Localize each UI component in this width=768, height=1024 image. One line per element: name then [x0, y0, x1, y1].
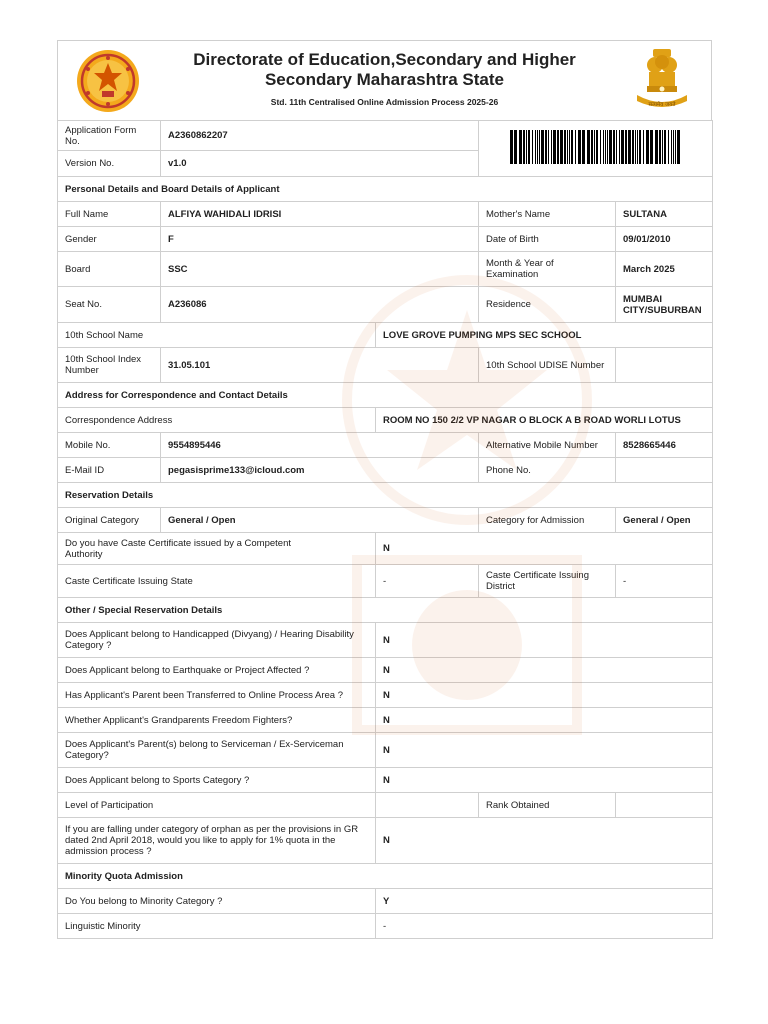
barcode [508, 130, 684, 164]
phone-value [616, 458, 713, 483]
personal-section-heading: Personal Details and Board Details of Applicant [58, 177, 713, 202]
transfer-answer: N [376, 683, 713, 708]
form-header [57, 40, 712, 120]
minority-answer: Y [376, 889, 713, 914]
national-emblem-logo [631, 45, 693, 115]
level-label: Level of Participation [58, 793, 376, 818]
reservation-section-heading: Reservation Details [58, 483, 713, 508]
service-row [58, 733, 713, 768]
address-row [58, 408, 713, 433]
mother-name-value: SULTANA [616, 202, 713, 227]
minority-section-heading: Minority Quota Admission [58, 864, 713, 889]
mobile-row [58, 433, 713, 458]
application-form-row [58, 121, 713, 151]
emblem-motto: सत्यमेव जयते [648, 102, 676, 108]
admission-form [57, 40, 712, 939]
issuing-district-value: - [616, 565, 713, 598]
adm-category-label: Category for Admission [479, 508, 616, 533]
freedom-row [58, 708, 713, 733]
phone-label: Phone No. [479, 458, 616, 483]
full-name-value: ALFIYA WAHIDALI IDRISI [161, 202, 479, 227]
reservation-section-row [58, 483, 713, 508]
barcode-cell [479, 121, 713, 177]
address-value: ROOM NO 150 2/2 VP NAGAR O BLOCK A B ROAD WORLI LOTUS [376, 408, 713, 433]
udise-label: 10th School UDISE Number [479, 348, 616, 383]
freedom-answer: N [376, 708, 713, 733]
transfer-question: Has Applicant's Parent been Transferred to Online Process Area ? [58, 683, 376, 708]
caste-cert-row [58, 533, 713, 565]
full-name-row [58, 202, 713, 227]
minority-section-row [58, 864, 713, 889]
title-line-2: Secondary Maharashtra State [264, 70, 505, 89]
index-label: 10th School Index Number [58, 348, 161, 383]
rank-value [616, 793, 713, 818]
issuing-state-value: - [376, 565, 479, 598]
linguistic-label: Linguistic Minority [58, 914, 376, 939]
contact-section-row [58, 383, 713, 408]
version-label: Version No. [58, 151, 161, 177]
email-row [58, 458, 713, 483]
level-value [376, 793, 479, 818]
residence-label: Residence [479, 287, 616, 323]
seat-row [58, 287, 713, 323]
adm-category-value: General / Open [616, 508, 713, 533]
transfer-row [58, 683, 713, 708]
participation-row [58, 793, 713, 818]
school-value: LOVE GROVE PUMPING MPS SEC SCHOOL [376, 323, 713, 348]
board-value: SSC [161, 252, 479, 287]
minority-question: Do You belong to Minority Category ? [58, 889, 376, 914]
udise-value [616, 348, 713, 383]
service-answer: N [376, 733, 713, 768]
sports-answer: N [376, 768, 713, 793]
personal-section-row [58, 177, 713, 202]
index-value: 31.05.101 [161, 348, 479, 383]
service-question: Does Applicant's Parent(s) belong to Serviceman / Ex-Serviceman Category? [58, 733, 376, 768]
index-row [58, 348, 713, 383]
handicap-question: Does Applicant belong to Handicapped (Divyang) / Hearing Disability Category ? [58, 623, 376, 658]
gender-label: Gender [58, 227, 161, 252]
linguistic-row [58, 914, 713, 939]
dob-value: 09/01/2010 [616, 227, 713, 252]
seat-value: A236086 [161, 287, 479, 323]
board-row [58, 252, 713, 287]
orphan-answer: N [376, 818, 713, 864]
freedom-question: Whether Applicant's Grandparents Freedom Fighters? [58, 708, 376, 733]
earthquake-row [58, 658, 713, 683]
title-line-1: Directorate of Education,Secondary and Higher [193, 50, 576, 69]
details-table [57, 120, 713, 939]
full-name-label: Full Name [58, 202, 161, 227]
caste-cert-label: Do you have Caste Certificate issued by a Competent Authority [58, 533, 376, 565]
residence-value: MUMBAI CITY/SUBURBAN [616, 287, 713, 323]
category-row [58, 508, 713, 533]
mobile-value: 9554895446 [161, 433, 479, 458]
contact-section-heading: Address for Correspondence and Contact Details [58, 383, 713, 408]
alt-mobile-value: 8528665446 [616, 433, 713, 458]
maharashtra-seal-logo [76, 49, 140, 113]
special-section-row [58, 598, 713, 623]
minority-row [58, 889, 713, 914]
email-label: E-Mail ID [58, 458, 161, 483]
gender-value: F [161, 227, 479, 252]
issuing-district-label: Caste Certificate Issuing District [479, 565, 616, 598]
caste-cert-value: N [376, 533, 713, 565]
form-no-value: A2360862207 [161, 121, 479, 151]
handicap-answer: N [376, 623, 713, 658]
issuing-state-label: Caste Certificate Issuing State [58, 565, 376, 598]
earthquake-answer: N [376, 658, 713, 683]
rank-label: Rank Obtained [479, 793, 616, 818]
exam-value: March 2025 [616, 252, 713, 287]
issuing-row [58, 565, 713, 598]
orphan-row [58, 818, 713, 864]
form-no-label: Application Form No. [58, 121, 161, 151]
exam-label: Month & Year of Examination [479, 252, 616, 287]
dob-label: Date of Birth [479, 227, 616, 252]
orphan-question: If you are falling under category of orphan as per the provisions in GR dated 2nd April 2018, would you like to apply for 1% quota in the admission process ? [58, 818, 376, 864]
school-label: 10th School Name [58, 323, 376, 348]
school-row [58, 323, 713, 348]
gender-row [58, 227, 713, 252]
special-section-heading: Other / Special Reservation Details [58, 598, 713, 623]
linguistic-value: - [376, 914, 713, 939]
mobile-label: Mobile No. [58, 433, 161, 458]
seat-label: Seat No. [58, 287, 161, 323]
version-value: v1.0 [161, 151, 479, 177]
earthquake-question: Does Applicant belong to Earthquake or Project Affected ? [58, 658, 376, 683]
sports-question: Does Applicant belong to Sports Category ? [58, 768, 376, 793]
handicap-row [58, 623, 713, 658]
alt-mobile-label: Alternative Mobile Number [479, 433, 616, 458]
address-label: Correspondence Address [58, 408, 376, 433]
email-value: pegasisprime133@icloud.com [161, 458, 479, 483]
orig-category-label: Original Category [58, 508, 161, 533]
board-label: Board [58, 252, 161, 287]
form-subtitle: Std. 11th Centralised Online Admission Process 2025-26 [270, 97, 499, 107]
orig-category-value: General / Open [161, 508, 479, 533]
mother-name-label: Mother's Name [479, 202, 616, 227]
form-title [158, 50, 611, 90]
sports-row [58, 768, 713, 793]
